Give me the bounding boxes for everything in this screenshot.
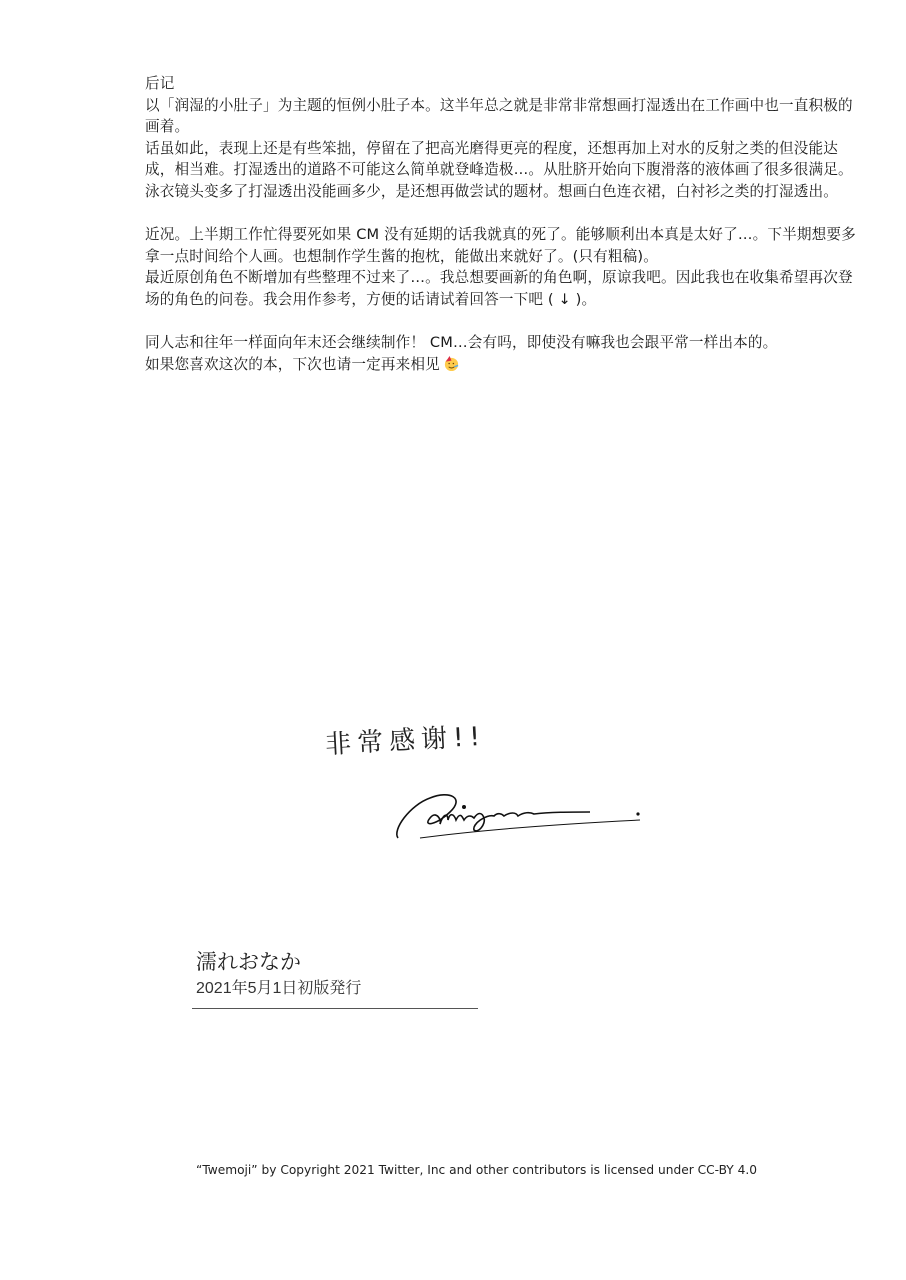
divider: [192, 1008, 478, 1009]
license-credit: “Twemoji” by Copyright 2021 Twitter, Inc and other contributors is licensed under CC-BY 4.0: [196, 1163, 757, 1177]
book-title: 濡れおなか: [196, 950, 301, 974]
spacer: [145, 311, 865, 333]
paragraph: 话虽如此，表现上还是有些笨拙，停留在了把高光磨得更亮的程度，还想再加上对水的反射之类的但没能达成，相当难。打湿透出的道路不可能这么简单就登峰造极…。从肚脐开始向下腹滑落的液体画了很多很满足。: [145, 139, 853, 179]
afterword-text: [145, 73, 865, 375]
publication-date: 2021年5月1日初版発行: [196, 980, 362, 997]
handwritten-thanks: 非常感谢!!: [324, 721, 487, 761]
afterword-heading: 后记: [145, 75, 175, 92]
colophon: [196, 948, 361, 1000]
paragraph: 泳衣镜头变多了打湿透出没能画多少，是还想再做尝试的题材。想画白色连衣裙，白衬衫之类的打湿透出。: [145, 182, 838, 200]
paragraph-last: [145, 354, 865, 376]
paragraph: 最近原创角色不断增加有些整理不过来了…。我总想要画新的角色啊，原谅我吧。因此我也在收集希望再次登场的角色的问卷。我会用作参考，方便的话请试着回答一下吧 ( ↓ )。: [145, 269, 853, 308]
paragraph: 近况。上半期工作忙得要死如果 CM 没有延期的话我就真的死了。能够顺利出本真是太好了…。下半期想要多拿一点时间给个人画。也想制作学生酱的抱枕，能做出来就好了。(只有粗稿)。: [145, 226, 856, 265]
signature-graphic: [390, 790, 650, 845]
partying-face-icon: [443, 355, 460, 372]
spacer: [145, 203, 865, 225]
paragraph-text: 如果您喜欢这次的本，下次也请一定再来相见: [145, 355, 440, 373]
paragraph: 同人志和往年一样面向年末还会继续制作！ CM…会有吗，即使没有嘛我也会跟平常一样出本的。: [145, 334, 778, 352]
paragraph: 以「润湿的小肚子」为主题的恒例小肚子本。这半年总之就是非常非常想画打湿透出在工作画中也一直积极的画着。: [145, 96, 853, 136]
